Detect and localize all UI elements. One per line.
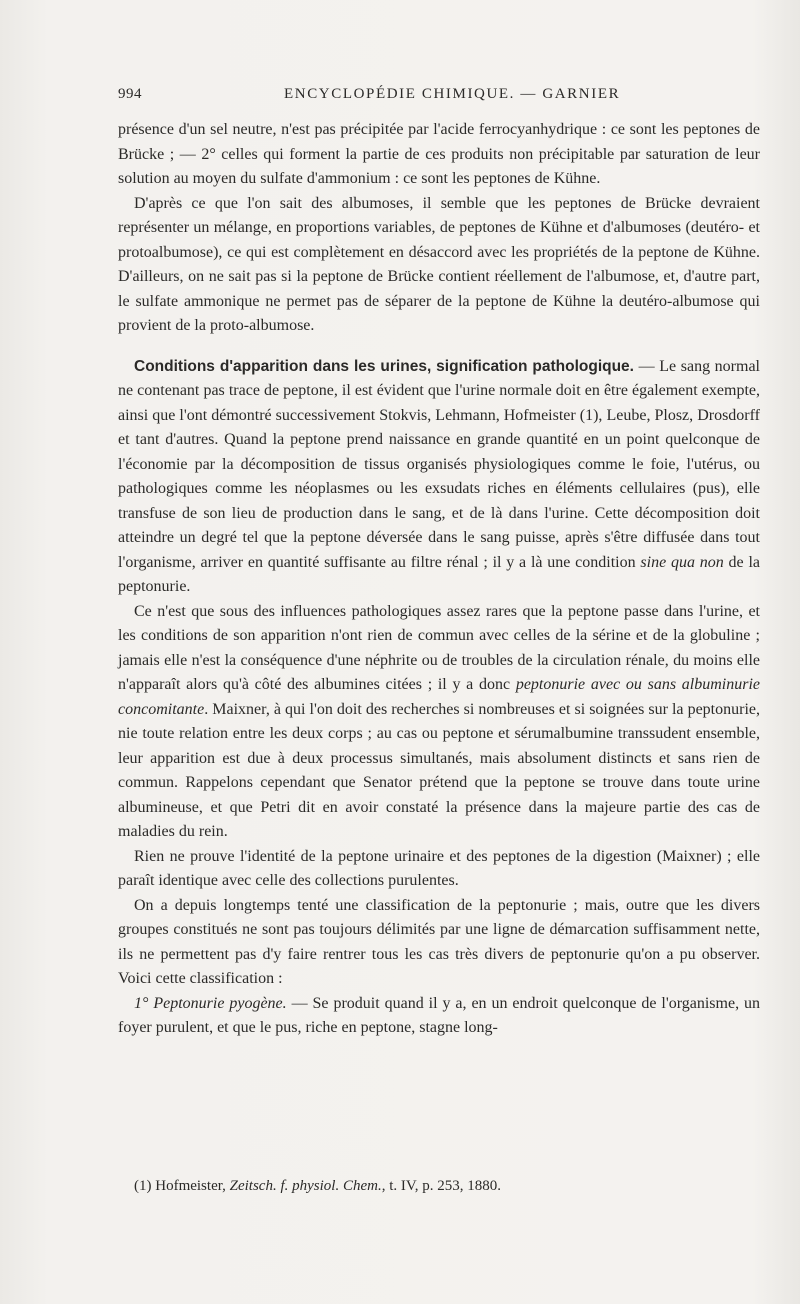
- footnote-prefix: (1) Hofmeister,: [134, 1178, 230, 1194]
- paragraph-2: D'après ce que l'on sait des albumoses, il semble que les peptones de Brücke devraient représenter un mélange, en proportions variables, de peptones de Kühne et d'albumoses (deutéro- et protoalbumose), ce qui est complètement en désaccord avec les propriétés de la peptone de Kühne. D'ailleurs, on ne sait pas si la peptone de Brücke contient réellement de l'albumose, et, d'autre part, le sulfate ammonique ne permet pas de séparer de la peptone de Kühne la deutéro-albumose qui provient de la proto-albumose.: [118, 194, 760, 334]
- running-title: ENCYCLOPÉDIE CHIMIQUE. — GARNIER: [284, 86, 621, 102]
- paragraph-5: Rien ne prouve l'identité de la peptone urinaire et des peptones de la digestion (Maixner) ; elle paraît identique avec celle des collections purulentes.: [118, 847, 760, 889]
- paragraph-3-italic: sine qua non: [640, 553, 724, 571]
- footnote: [134, 1176, 754, 1196]
- paragraph-3-text-b: de la peptonurie.: [118, 553, 760, 595]
- paragraph-7-italic: 1° Peptonurie pyogène.: [134, 994, 287, 1012]
- page-body: [118, 118, 760, 1041]
- paragraph-4: [118, 600, 760, 845]
- page-header: [118, 86, 780, 110]
- paragraph-conditions: [118, 355, 760, 600]
- paragraph-4-italic: peptonurie avec ou sans albuminurie concomitante: [118, 676, 760, 718]
- paragraph-1: présence d'un sel neutre, n'est pas précipitée par l'acide ferrocyanhydrique : ce sont les peptones de Brücke ; — 2° celles qui forment la partie de ces produits non précipitable par saturation de leur solution au moyen du sulfate d'ammonium : ce sont les peptones de Kühne.: [118, 121, 760, 187]
- footnote-suffix: , t. IV, p. 253, 1880.: [381, 1178, 502, 1194]
- paragraph-7: [118, 992, 760, 1041]
- paragraph-4-text-b: . Maixner, à qui l'on doit des recherches si nombreuses et si soignées sur la peptonurie, nie toute relation entre les deux corps ; au cas ou peptone et sérumalbumine transsudent ensemble, leur apparition est due à deux processus simultanés, mais absolument distincts et sans rien de commun. Rappelons cependant que Senator prétend que la peptone se trouve dans toute urine albumineuse, et que Petri dit en avoir constaté la présence dans la majeure partie des cas de maladies du rein.: [118, 700, 760, 840]
- paragraph-7-text: — Se produit quand il y a, en un endroit quelconque de l'organisme, un foyer purulent, et que le pus, riche en peptone, stagne long-: [118, 994, 761, 1036]
- page-number: 994: [118, 86, 142, 102]
- section-title: Conditions d'apparition dans les urines, signification pathologique.: [134, 357, 634, 375]
- paragraph-4-text-a: Ce n'est que sous des influences pathologiques assez rares que la peptone passe dans l'urine, et les conditions de son apparition n'ont rien de commun avec celles de la sérine et de la globuline ; jamais elle n'est la conséquence d'une néphrite ou de troubles de la circulation rénale, du moins elle n'apparaît alors qu'à côté des albumines citées ; il y a donc: [118, 602, 760, 693]
- footnote-journal: Zeitsch. f. physiol. Chem.: [229, 1178, 382, 1194]
- paragraph-3-text-a: — Le sang normal ne contenant pas trace de peptone, il est évident que l'urine normale doit en être également exempte, ainsi que l'ont démontré successivement Stokvis, Lehmann, Hofmeister (1), Leube, Plosz, Drosdorff et tant d'autres. Quand la peptone prend naissance en grande quantité en un point quelconque de l'économie par la décomposition de tissus organisés physiologiques comme le foie, l'utérus, ou pathologiques comme les néoplasmes ou les exsudats riches en éléments cellulaires (pus), elle transfuse de son lieu de production dans le sang, et de là dans l'urine. Cette décomposition doit atteindre un degré tel que la peptone déversée dans le sang puisse, après s'être diffusée dans tout l'organisme, arriver en quantité suffisante au filtre rénal ; il y a là une condition: [118, 357, 761, 571]
- paragraph-6: On a depuis longtemps tenté une classification de la peptonurie ; mais, outre que les divers groupes constitués ne sont pas toujours délimités par une ligne de démarcation suffisamment nette, ils ne permettent pas d'y faire rentrer tous les cas très divers de peptonurie qu'on a pu observer. Voici cette classification :: [118, 896, 760, 987]
